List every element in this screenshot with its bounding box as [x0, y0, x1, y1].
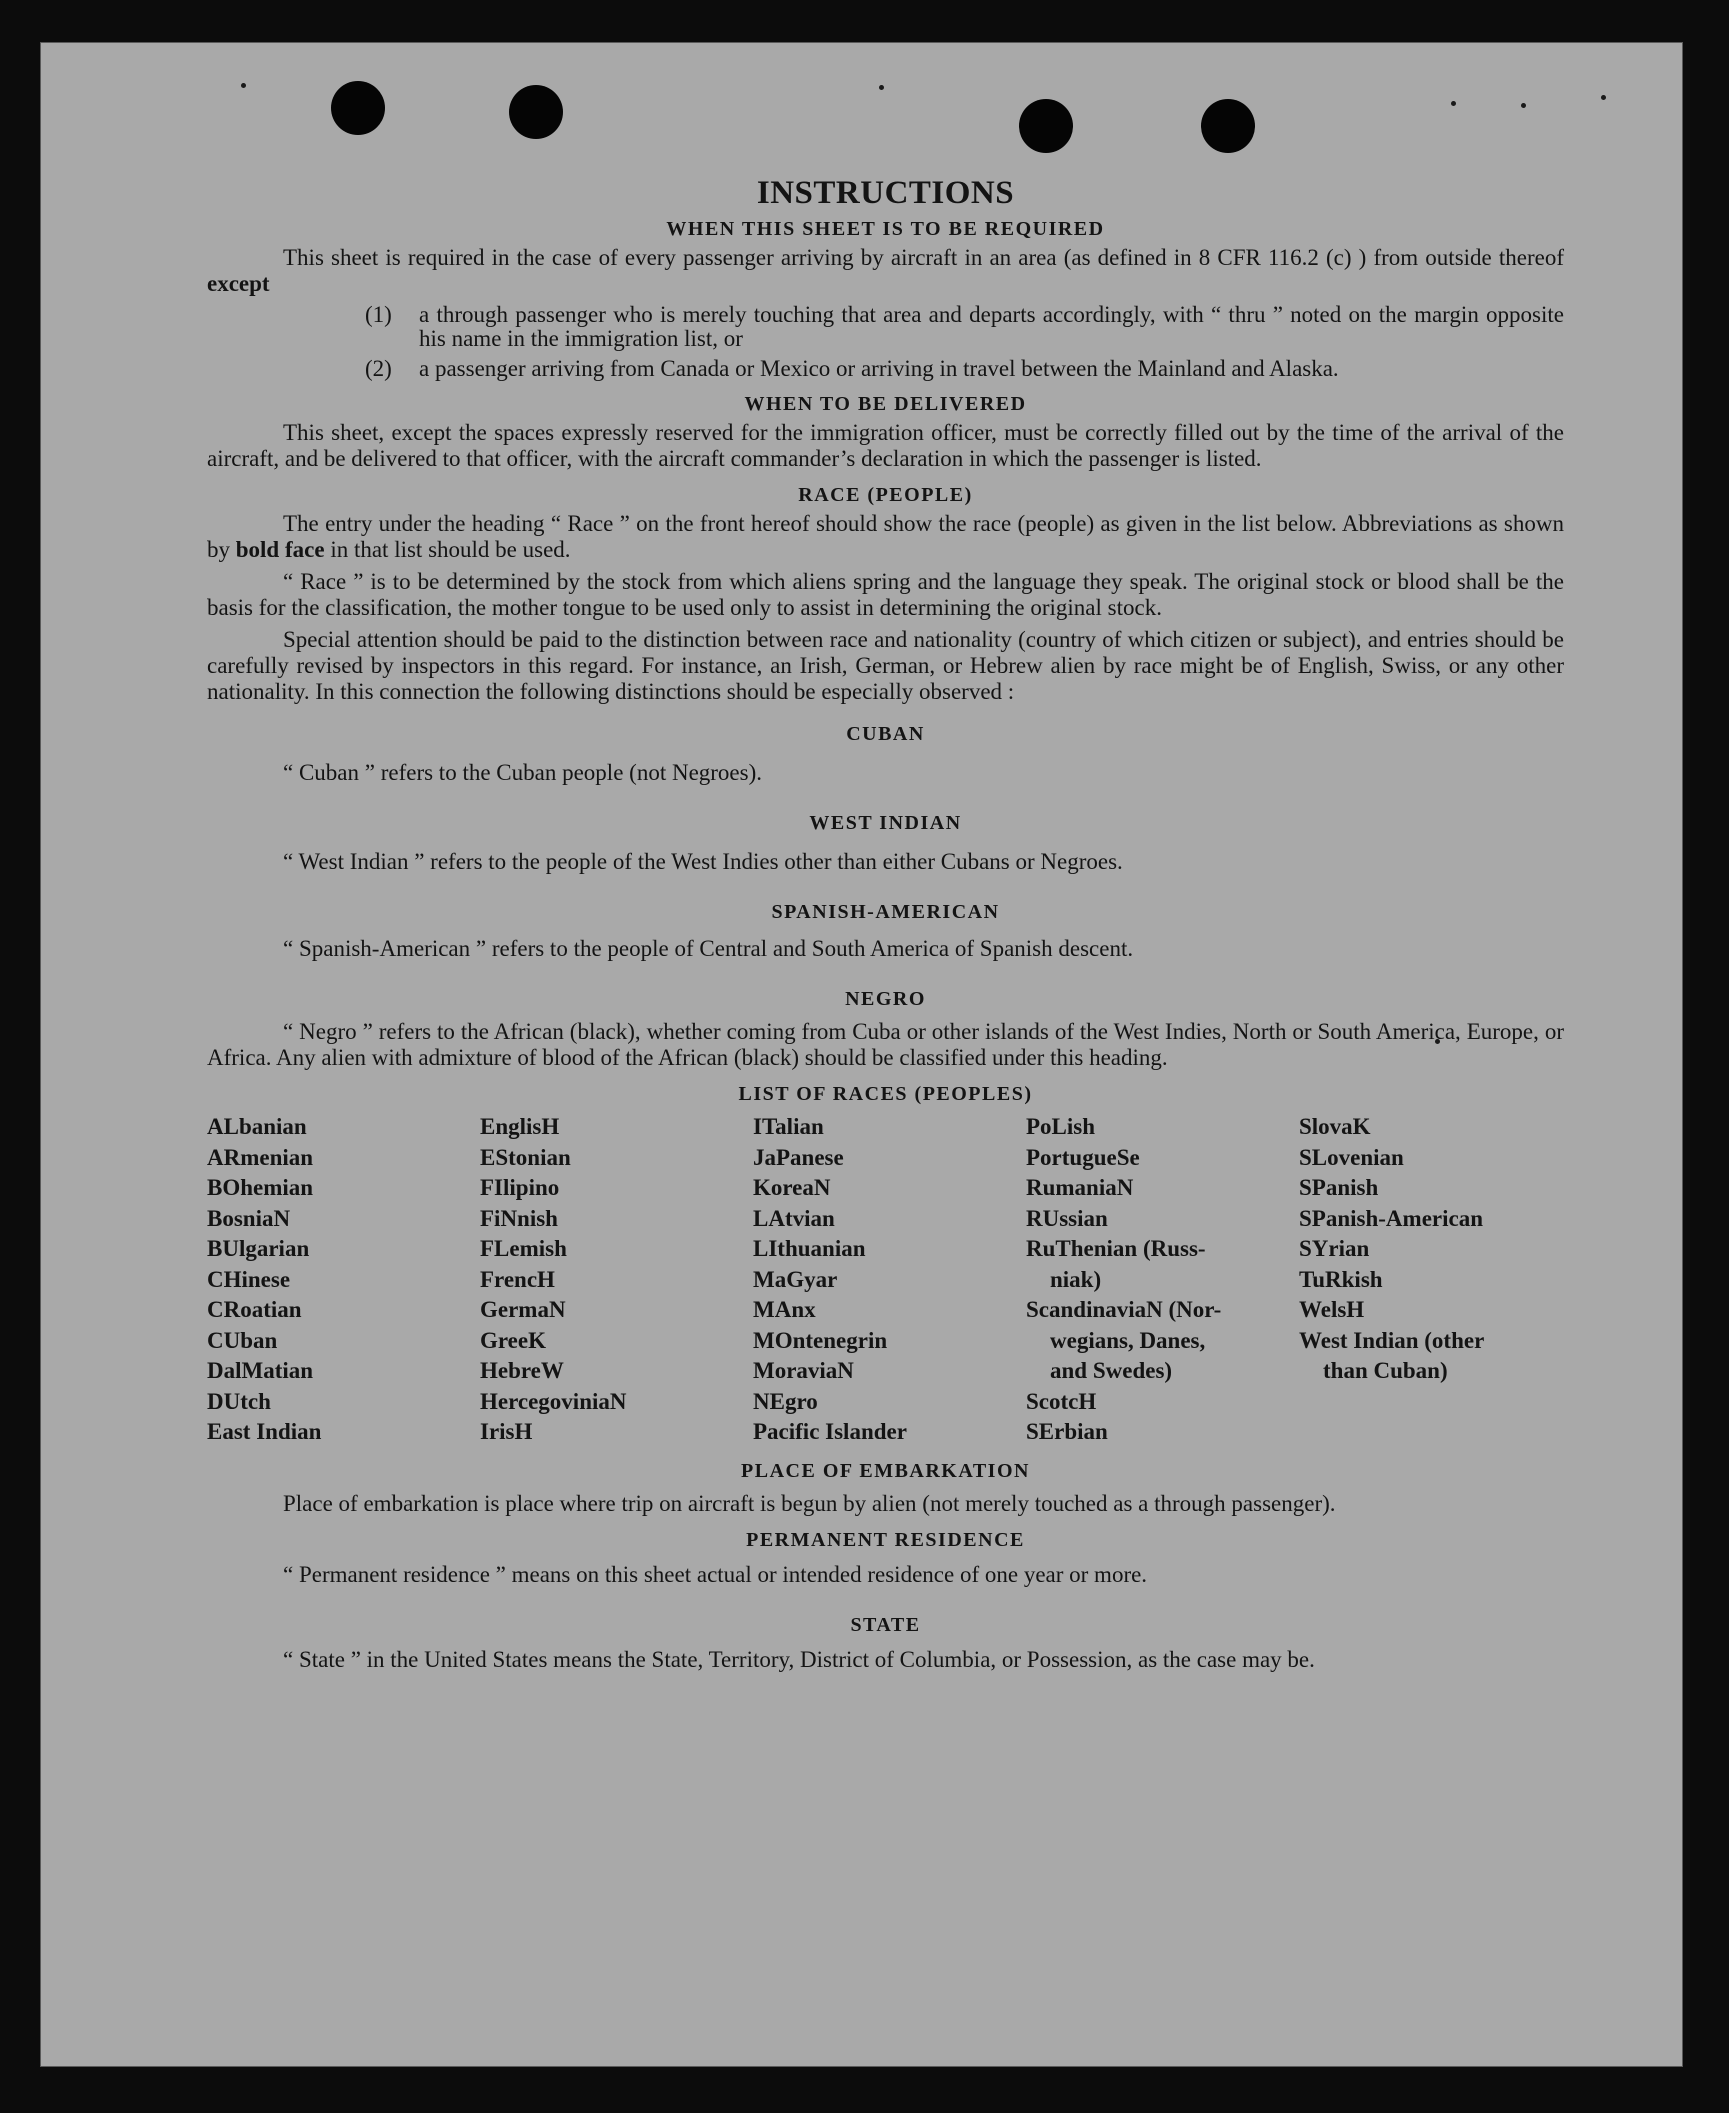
race-entry: LIthuanian	[753, 1236, 866, 1261]
race-paragraph-1: The entry under the heading “ Race ” on the front hereof should show the race (people) as given in the list below. Abbreviations as shown by bold face in that list should be used.	[207, 511, 1564, 562]
race-entry: BosniaN	[207, 1205, 291, 1231]
race-entry: CHinese	[207, 1266, 291, 1292]
race-entry: TuRkish	[1299, 1266, 1383, 1292]
state-text: “ State ” in the United States means the State, Territory, District of Columbia, or Possession, as the case may be.	[283, 1646, 1315, 1672]
race-entry: FrencH	[480, 1266, 555, 1292]
section-heading-list-of-races: LIST OF RACES (PEOPLES)	[738, 1083, 1033, 1105]
document-page	[40, 42, 1683, 2067]
race-paragraph-2: “ Race ” is to be determined by the stock from which aliens spring and the language they speak. The original stock or blood shall be the basis for the classification, the mother tongue to be used only to assist in determining the original stock.	[207, 569, 1564, 620]
delivered-text: This sheet, except the spaces expressly reserved for the immigration officer, must be correctly filled out by the time of the arrival of the aircraft, and be delivered to that officer, with the aircraft commander’s declaration in which the passenger is listed.	[207, 420, 1564, 471]
race-entry: SPanish-American	[1299, 1205, 1483, 1231]
cuban-text: “ Cuban ” refers to the Cuban people (not Negroes).	[283, 760, 763, 785]
race-entry: and Swedes)	[1050, 1358, 1173, 1383]
bold-face-term: bold face	[235, 537, 325, 562]
required-intro: This sheet is required in the case of every passenger arriving by aircraft in an area (as defined in 8 CFR 116.2 (c) ) from outside thereof except	[207, 245, 1564, 296]
race-entry: CRoatian	[207, 1297, 302, 1322]
race-entry: CUban	[207, 1327, 278, 1353]
race-entry: JaPanese	[753, 1144, 844, 1170]
race-entry: SYrian	[1299, 1236, 1370, 1261]
race-paragraph-3: Special attention should be paid to the distinction between race and nationality (country of which citizen or subject), and entries should be carefully revised by inspectors in this regard. For instance, an Irish, German, or Hebrew alien by race might be of English, Swiss, or any other nationality. In this connection the following distinctions should be especially observed :	[207, 627, 1564, 704]
race-entry: SPanish	[1299, 1175, 1379, 1200]
race-entry: GermaN	[480, 1297, 566, 1322]
section-heading-required: WHEN THIS SHEET IS TO BE REQUIRED	[666, 218, 1105, 240]
section-heading-embarkation: PLACE OF EMBARKATION	[741, 1459, 1030, 1482]
exception-item	[365, 357, 1564, 381]
section-heading-state: STATE	[850, 1613, 921, 1636]
race-entry: West Indian (other	[1299, 1327, 1485, 1353]
race-entry: SLovenian	[1299, 1144, 1404, 1170]
race-entry: MAnx	[753, 1297, 816, 1322]
race-entry: PortugueSe	[1026, 1144, 1140, 1170]
race-entry: SlovaK	[1299, 1114, 1371, 1139]
race-entry: MaGyar	[753, 1266, 838, 1292]
speck	[1521, 103, 1526, 108]
race-entry: East Indian	[207, 1419, 322, 1444]
race-entry: FiNnish	[480, 1205, 558, 1231]
race-entry: RuThenian (Russ-	[1026, 1236, 1206, 1261]
except-keyword: except	[207, 271, 270, 296]
section-heading-delivered: WHEN TO BE DELIVERED	[744, 393, 1027, 415]
race-entry: EStonian	[480, 1144, 571, 1170]
race-entry: ScotcH	[1026, 1388, 1097, 1414]
race-entry: ScandinaviaN (Nor-	[1026, 1297, 1222, 1322]
item-number: (1)	[365, 302, 392, 327]
section-heading-west-indian: WEST INDIAN	[809, 812, 962, 834]
race-entry: ARmenian	[207, 1144, 314, 1170]
section-heading-negro: NEGRO	[845, 988, 926, 1010]
item-number: (2)	[365, 356, 392, 381]
race-entry: Pacific Islander	[753, 1419, 907, 1444]
race-entry: ITalian	[753, 1114, 824, 1139]
instructions-content	[207, 175, 1564, 1673]
race-column	[207, 1112, 480, 1448]
punch-hole	[509, 85, 563, 139]
speck	[879, 85, 884, 90]
west-indian-text: “ West Indian ” refers to the people of the West Indies other than either Cubans or Negroes.	[283, 849, 1123, 874]
race-entry: BOhemian	[207, 1175, 314, 1200]
embarkation-text: Place of embarkation is place where trip on aircraft is begun by alien (not merely touched as a through passenger).	[283, 1490, 1336, 1516]
race-entry: DUtch	[207, 1388, 271, 1414]
page-title: INSTRUCTIONS	[756, 175, 1015, 211]
race-entry: EnglisH	[480, 1114, 560, 1139]
race-column	[1026, 1112, 1299, 1448]
residence-text: “ Permanent residence ” means on this sheet actual or intended residence of one year or more.	[283, 1561, 1148, 1587]
race-entry: GreeK	[480, 1327, 546, 1353]
punch-hole	[1019, 99, 1073, 153]
race-entry: wegians, Danes,	[1050, 1327, 1206, 1353]
punch-hole	[331, 81, 385, 135]
race-entry: than Cuban)	[1323, 1358, 1448, 1383]
race-entry: BUlgarian	[207, 1236, 310, 1261]
race-entry: KoreaN	[753, 1175, 831, 1200]
race-entry: RUssian	[1026, 1205, 1108, 1231]
race-entry: FIlipino	[480, 1175, 560, 1200]
race-entry: IrisH	[480, 1419, 533, 1444]
race-entry: FLemish	[480, 1236, 567, 1261]
race-column	[753, 1112, 1026, 1448]
section-heading-race: RACE (PEOPLE)	[798, 484, 973, 506]
item-text: a through passenger who is merely touching that area and departs accordingly, with “ thru ” noted on the margin opposite his name in the immigration list, or	[419, 302, 1564, 351]
race-entry: HebreW	[480, 1358, 564, 1383]
race-entry: SErbian	[1026, 1419, 1108, 1444]
race-column	[1299, 1112, 1572, 1448]
race-entry: MOntenegrin	[753, 1327, 888, 1353]
race-list	[207, 1112, 1564, 1448]
race-entry: HercegoviniaN	[480, 1388, 627, 1414]
exception-item	[365, 303, 1564, 351]
race-entry: RumaniaN	[1026, 1175, 1134, 1200]
race-entry: ALbanian	[207, 1114, 307, 1139]
race-entry: NEgro	[753, 1388, 818, 1414]
race-entry: niak)	[1050, 1266, 1102, 1292]
section-heading-cuban: CUBAN	[846, 723, 925, 745]
punch-hole	[1201, 99, 1255, 153]
speck	[1601, 95, 1606, 100]
speck	[1451, 101, 1456, 106]
negro-text: “ Negro ” refers to the African (black), whether coming from Cuba or other islands of the West Indies, North or South America, Europe, or Africa. Any alien with admixture of blood of the African (black) should be classified under this heading.	[207, 1019, 1564, 1070]
race-entry: DalMatian	[207, 1358, 314, 1383]
race-column	[480, 1112, 753, 1448]
speck	[241, 83, 246, 88]
race-entry: MoraviaN	[753, 1358, 854, 1383]
race-entry: WelsH	[1299, 1297, 1365, 1322]
spanish-american-text: “ Spanish-American ” refers to the people of Central and South America of Spanish descent.	[283, 936, 1134, 961]
item-text: a passenger arriving from Canada or Mexico or arriving in travel between the Mainland and Alaska.	[419, 356, 1339, 381]
section-heading-spanish-american: SPANISH-AMERICAN	[771, 901, 1000, 923]
section-heading-residence: PERMANENT RESIDENCE	[746, 1528, 1025, 1551]
race-entry: PoLish	[1026, 1114, 1096, 1139]
race-entry: LAtvian	[753, 1205, 835, 1231]
